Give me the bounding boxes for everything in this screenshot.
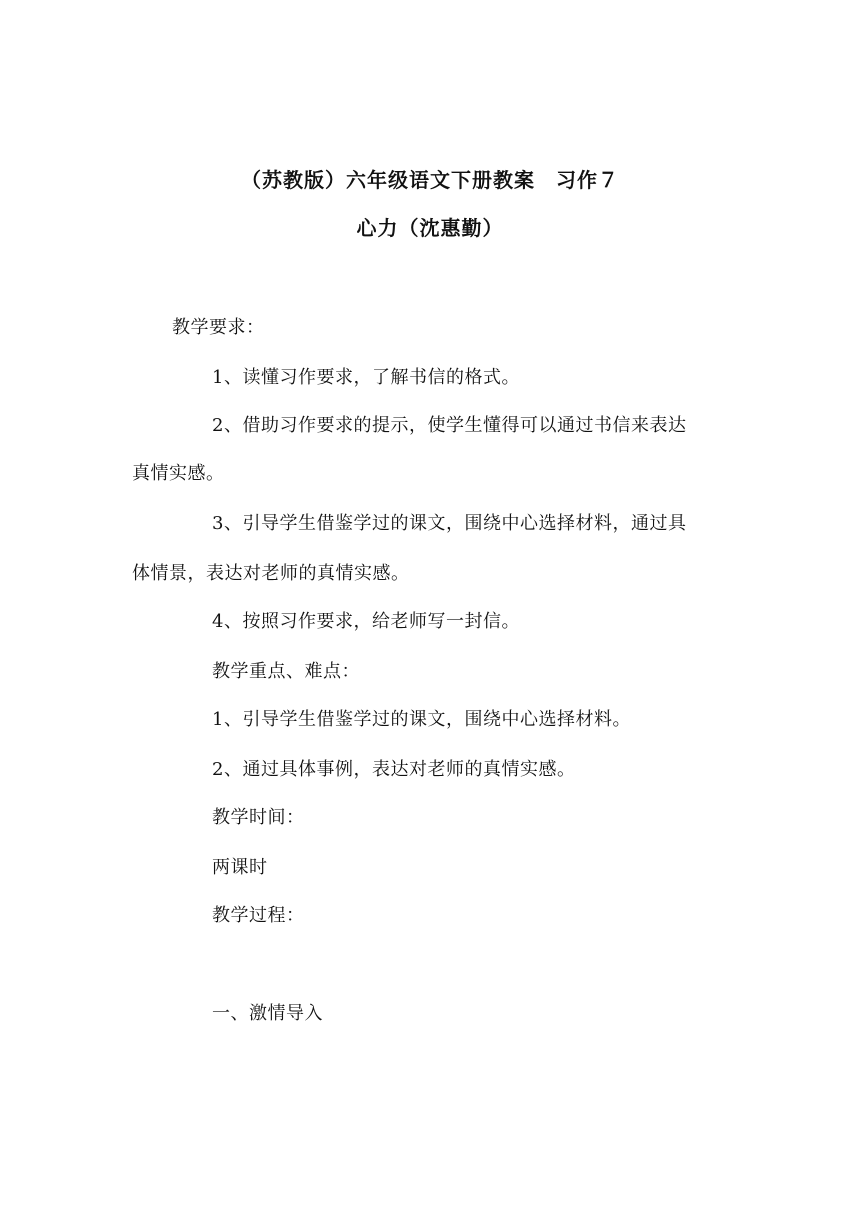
requirement-item-1: 1、读懂习作要求，了解书信的格式。 — [212, 367, 520, 388]
key-point-item-1: 1、引导学生借鉴学过的课文，围绕中心选择材料。 — [212, 709, 631, 730]
process-heading: 教学过程： — [212, 905, 305, 926]
key-point-item-2: 2、通过具体事例，表达对老师的真情实感。 — [212, 759, 576, 780]
requirement-item-2-continued: 真情实感。 — [132, 463, 225, 484]
requirement-item-3-continued: 体情景，表达对老师的真情实感。 — [132, 563, 410, 584]
time-value: 两课时 — [212, 857, 268, 878]
process-step-1: 一、激情导入 — [212, 1003, 323, 1024]
document-title: （苏教版）六年级语文下册教案 习作７ — [241, 168, 619, 192]
requirement-item-2: 2、借助习作要求的提示，使学生懂得可以通过书信来表达 — [212, 415, 687, 436]
requirements-heading: 教学要求： — [172, 317, 265, 338]
document-subtitle: 心力（沈惠勤） — [356, 216, 504, 240]
key-points-heading: 教学重点、难点： — [212, 661, 360, 682]
requirement-item-4: 4、按照习作要求，给老师写一封信。 — [212, 611, 520, 632]
time-heading: 教学时间： — [212, 807, 305, 828]
requirement-item-3: 3、引导学生借鉴学过的课文，围绕中心选择材料，通过具 — [212, 513, 687, 534]
